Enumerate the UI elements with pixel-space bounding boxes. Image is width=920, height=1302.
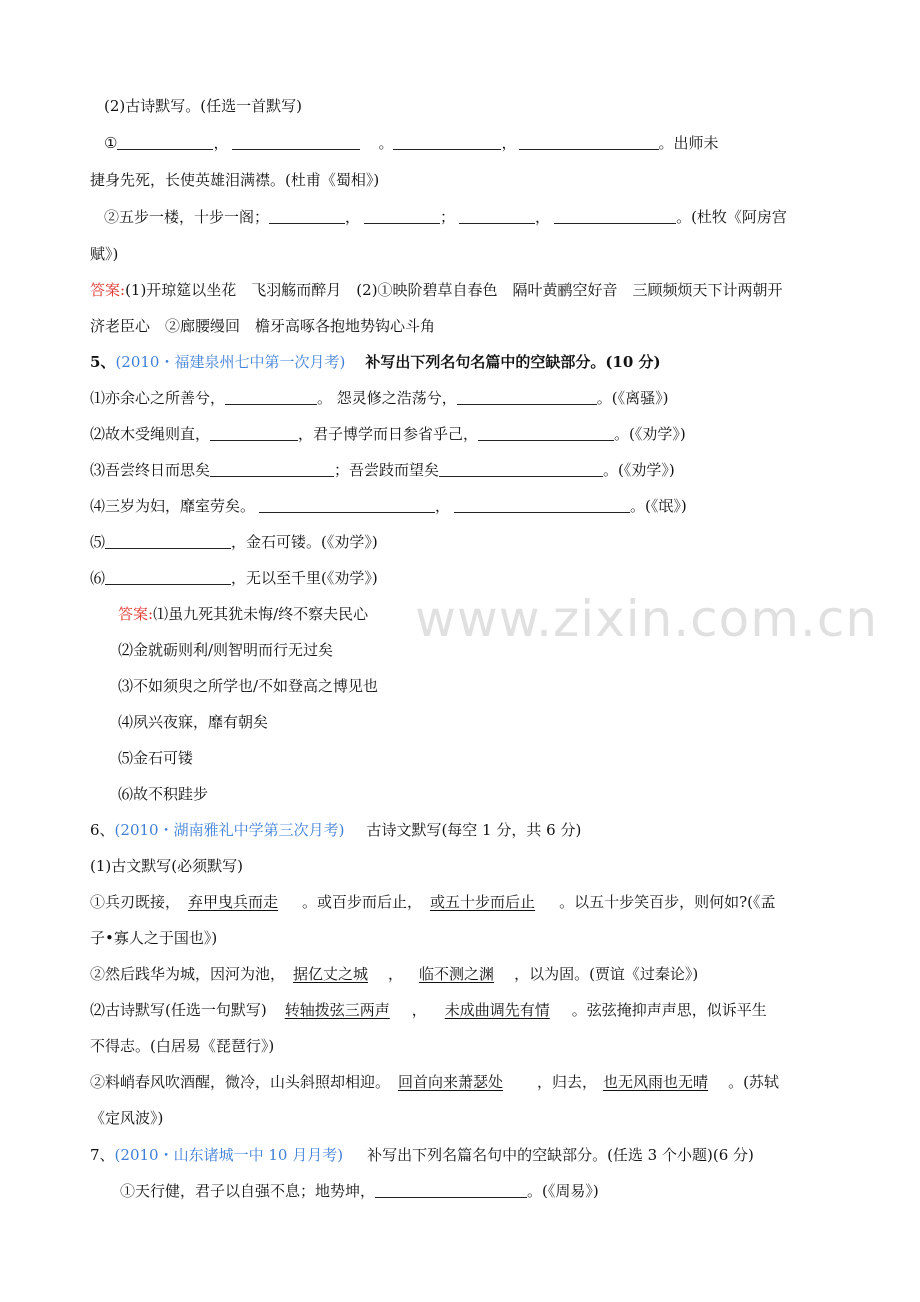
line-text: ，君子博学而日参省乎己， [298, 425, 479, 443]
blank-field[interactable] [478, 425, 614, 441]
line-text: 。(《劝学》) [614, 425, 686, 443]
blank-field[interactable] [519, 134, 659, 150]
question-line [104, 133, 719, 153]
line-text: ；吾尝跂而望矣 [334, 461, 440, 479]
blank-field[interactable] [259, 497, 435, 513]
filled-answer: 回首向来萧瑟处 [398, 1073, 504, 1091]
question-title: 古诗文默写(每空 1 分，共 6 分) [366, 821, 582, 839]
question-line [90, 496, 687, 516]
line-text: ，以为固。(贾谊《过秦论》) [514, 965, 699, 983]
line-text: ⑵故木受绳则直， [90, 425, 211, 443]
line-text: 。弦弦掩抑声声思，似诉平生 [571, 1001, 767, 1019]
question-line [90, 1000, 767, 1020]
question-title: 补写出下列名篇名句中的空缺部分。(任选 3 个小题)(6 分) [367, 1146, 754, 1164]
line-text: ①兵刃既接， [90, 893, 181, 911]
answer-line: ⑹故不积跬步 [118, 785, 209, 803]
filled-answer: 未成曲调先有情 [444, 1001, 550, 1019]
question-line [90, 892, 775, 912]
blank-field[interactable] [232, 134, 360, 150]
question-number: 7、 [90, 1146, 115, 1164]
blank-field[interactable] [210, 425, 298, 441]
line-text: 。 怨灵修之浩荡兮， [317, 389, 457, 407]
question-line: 赋》) [90, 245, 119, 263]
blank-field[interactable] [225, 389, 317, 405]
question-line: 子•寡人之于国也》) [90, 929, 218, 947]
blank-field[interactable] [210, 461, 334, 477]
filled-answer: 弃甲曳兵而走 [188, 893, 279, 911]
answer-text: (1)开琼筵以坐花 飞羽觞而醉月 (2)①映阶碧草自春色 隔叶黄鹂空好音 三顾频烦天下计两朝开 [125, 281, 783, 299]
question-line [90, 388, 669, 408]
line-text: ， [345, 208, 361, 226]
line-text: ， [535, 208, 551, 226]
line-text: ， [388, 965, 404, 983]
line-text: 。(杜牧《阿房宫 [676, 208, 787, 226]
line-text: 。出师未 [658, 134, 719, 152]
line-text: ⑷三岁为妇，靡室劳矣。 [90, 497, 256, 515]
blank-field[interactable] [269, 208, 345, 224]
blank-field[interactable] [454, 497, 630, 513]
line-text: 。(《劝学》) [603, 461, 675, 479]
line-text: ⑵古诗默写(任选一句默写) [90, 1001, 267, 1019]
question-header [90, 820, 581, 840]
answer-line [90, 280, 783, 300]
line-text: 。(《离骚》) [596, 389, 669, 407]
line-text: ②五步一楼，十步一阁； [104, 208, 270, 226]
line-text: ，归去， [537, 1073, 598, 1091]
blank-field[interactable] [439, 461, 603, 477]
line-text: ； [440, 208, 456, 226]
blank-field[interactable] [554, 208, 676, 224]
answer-line: ⑸金石可镂 [118, 749, 194, 767]
question-number: 5、 [90, 353, 116, 371]
blank-field[interactable] [105, 533, 231, 549]
line-text: 。(《氓》) [630, 497, 687, 515]
filled-answer: 或五十步而后止 [430, 893, 536, 911]
filled-answer: 临不测之渊 [419, 965, 495, 983]
filled-answer: 据亿丈之城 [293, 965, 369, 983]
line-text: ②料峭春风吹酒醒，微冷，山头斜照却相迎。 [90, 1073, 391, 1091]
answer-line: ⑶不如须臾之所学也/不如登高之博见也 [118, 677, 379, 695]
line-text: ① [104, 134, 118, 152]
question-line [90, 568, 378, 588]
line-text: ⑹ [90, 569, 106, 587]
question-header [90, 352, 661, 372]
question-line [90, 424, 686, 444]
watermark: www.zixin.com.cn [415, 590, 879, 648]
question-line: 《定风波》) [90, 1109, 164, 1127]
line-text: ，金石可镂。(《劝学》) [231, 533, 378, 551]
line-text: ，无以至千里(《劝学》) [231, 569, 378, 587]
line-text: ①天行健，君子以自强不息；地势坤， [120, 1182, 376, 1200]
blank-field[interactable] [117, 134, 213, 150]
answer-text: ⑴虽九死其犹未悔/终不察夫民心 [153, 605, 369, 623]
line-text: ⑴亦余心之所善兮， [90, 389, 226, 407]
question-line: 不得志。(白居易《琵琶行》) [90, 1037, 275, 1055]
blank-field[interactable] [459, 208, 535, 224]
question-line [104, 207, 787, 227]
line-text: ②然后践华为城，因河为池， [90, 965, 286, 983]
question-header [90, 1145, 754, 1165]
question-line [90, 460, 675, 480]
line-text: 。或百步而后止， [302, 893, 423, 911]
line-text: 。(苏轼 [728, 1073, 779, 1091]
answer-label: 答案: [118, 605, 154, 623]
answer-line: ⑷夙兴夜寐，靡有朝矣 [118, 713, 269, 731]
answer-line [118, 604, 368, 624]
answer-line: ⑵金就砺则利/则智明而行无过矣 [118, 641, 334, 659]
question-line [90, 532, 378, 552]
line-text: 。 [378, 134, 394, 152]
question-number: 6、 [90, 821, 115, 839]
line-text: ⑸ [90, 533, 106, 551]
line-text: ⑶吾尝终日而思矣 [90, 461, 211, 479]
question-source: (2010・湖南雅礼中学第三次月考) [114, 821, 345, 839]
line-text: 。以五十步笑百步，则何如?(《孟 [559, 893, 776, 911]
question-line [90, 1072, 779, 1092]
question-line [120, 1181, 599, 1201]
blank-field[interactable] [105, 569, 231, 585]
question-line [90, 964, 698, 984]
question-line: (2)古诗默写。(任选一首默写) [104, 97, 302, 115]
answer-line: 济老臣心 ②廊腰缦回 檐牙高啄各抱地势钩心斗角 [90, 317, 436, 335]
filled-answer: 转轴拨弦三两声 [284, 1001, 390, 1019]
question-source: (2010・山东诸城一中 10 月月考) [114, 1146, 344, 1164]
question-line: 捷身先死，长使英雄泪满襟。(杜甫《蜀相》) [90, 171, 380, 189]
line-text: ， [501, 134, 517, 152]
question-line: (1)古文默写(必须默写) [90, 857, 243, 875]
line-text: ， [435, 497, 451, 515]
question-source: (2010・福建泉州七中第一次月考) [115, 353, 346, 371]
line-text: 。(《周易》) [527, 1182, 599, 1200]
blank-field[interactable] [364, 208, 440, 224]
blank-field[interactable] [457, 389, 597, 405]
blank-field[interactable] [393, 134, 501, 150]
filled-answer: 也无风雨也无晴 [603, 1073, 709, 1091]
answer-label: 答案: [90, 281, 126, 299]
line-text: ， [411, 1001, 427, 1019]
line-text: ， [213, 134, 229, 152]
question-title: 补写出下列名句名篇中的空缺部分。(10 分) [365, 353, 661, 371]
blank-field[interactable] [375, 1182, 527, 1198]
